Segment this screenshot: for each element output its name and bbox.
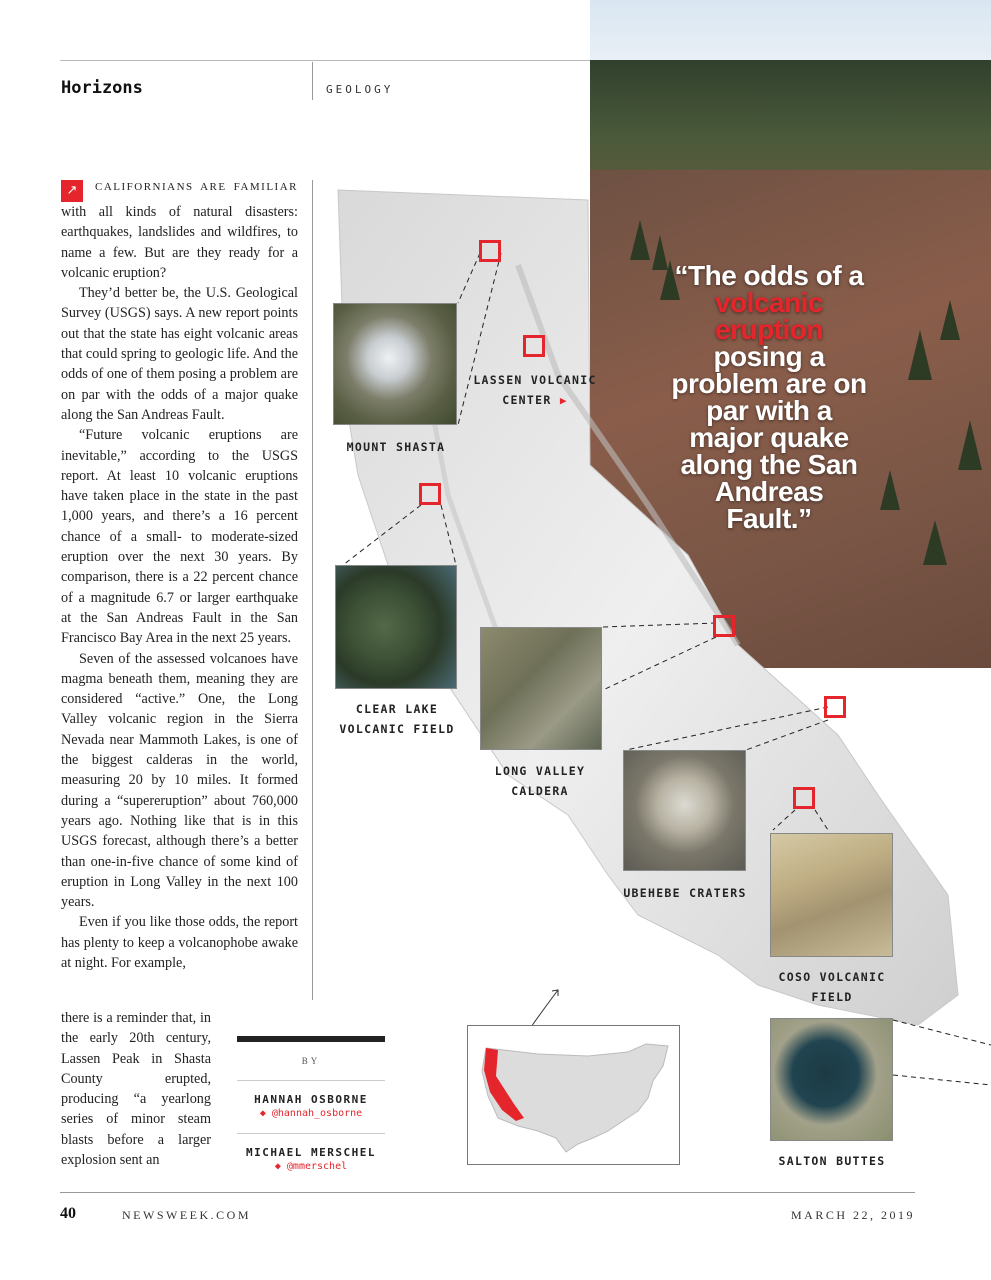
volcano-marker — [824, 696, 846, 718]
arrow-right-icon: ▶ — [559, 394, 568, 407]
byline-label: BY — [301, 1056, 321, 1066]
article-paragraph-4: Seven of the assessed volcanoes have magma beneath them, meaning they are considered “active.” One, the Long Valley volcanic region in the Sierra Nevada near Mammoth Lakes, is one of the biggest calderas in the world, measuring 20 by 10 miles. It formed during a “supereruption” about 760,000 years ago. Nothing like that is in this USGS forecast, although there’s a better than one-in-five chance of some kind of eruption in Long Valley in the next 100 years. — [61, 650, 298, 911]
author-name: HANNAH OSBORNE — [254, 1093, 368, 1106]
ubehebe-image — [623, 750, 746, 871]
label-long-valley-line2: CALDERA — [511, 784, 569, 798]
article-paragraph-5: Even if you like those odds, the report has plenty to keep a volcanophobe awake at night. For example, — [61, 914, 298, 971]
page-number: 40 — [60, 1205, 76, 1222]
article-paragraph-5-continued: there is a reminder that, in the early 20th century, Lassen Peak in Shasta County erupted, producing “a yearlong series of minor steam blasts before a larger explosion sent an — [61, 1010, 211, 1169]
label-clear-lake-line2: VOLCANIC FIELD — [339, 722, 455, 736]
label-lassen-line2-text: CENTER — [502, 393, 552, 407]
us-outline — [468, 1026, 679, 1164]
label-lassen-line2 — [468, 390, 602, 411]
twitter-icon: ◆ — [274, 1161, 287, 1172]
author-handle-text: @hannah_osborne — [271, 1108, 363, 1119]
label-coso-line1: COSO VOLCANIC — [778, 970, 886, 984]
article-paragraph-3: “Future volcanic eruptions are inevitable,” according to the USGS report. At least 10 volcanic eruptions have taken place in the state in the past 1,000 years, and there’s a 16 percent chance of a small- to moderate-sized eruption over the next 30 years. By comparison, there is a 22 percent chance of a magnitude 6.7 or larger earthquake at the San Andreas Fault in the San Francisco Bay Area in the next 25 years. — [61, 427, 298, 647]
label-ubehebe: UBEHEBE CRATERS — [623, 886, 747, 900]
label-clear-lake-line1: CLEAR LAKE — [355, 702, 439, 716]
footer-date: MARCH 22, 2019 — [790, 1208, 915, 1222]
author-name: MICHAEL MERSCHEL — [246, 1146, 376, 1159]
topic-label: GEOLOGY — [326, 83, 394, 96]
long-valley-image — [480, 627, 602, 750]
volcano-marker — [793, 787, 815, 809]
clear-lake-image — [335, 565, 457, 689]
label-lassen-line1: LASSEN VOLCANIC — [473, 373, 597, 387]
label-lassen — [468, 370, 602, 411]
footer-rule — [60, 1192, 915, 1193]
arrow-up-right-icon: ↗ — [61, 180, 83, 202]
label-long-valley — [478, 761, 602, 801]
pull-quote-highlight: volcanic eruption — [714, 287, 824, 345]
salton-image — [770, 1018, 893, 1141]
article-paragraph-2: They’d better be, the U.S. Geological Survey (USGS) says. A new report points out that the state has eight volcanic areas that could spring to geologic life. And the odds of one of them posing a problem are on par with the odds of a major quake along the San Andreas Fault. — [61, 285, 298, 423]
volcano-marker — [523, 335, 545, 357]
pointer-arrow — [528, 985, 564, 1029]
volcano-marker — [479, 240, 501, 262]
column-divider — [312, 180, 313, 1000]
label-mount-shasta: MOUNT SHASTA — [346, 440, 446, 454]
mount-shasta-image — [333, 303, 457, 425]
us-inset-map — [467, 1025, 680, 1165]
coso-image — [770, 833, 893, 957]
article-body — [61, 176, 298, 973]
header-divider — [312, 62, 313, 100]
label-long-valley-line1: LONG VALLEY — [494, 764, 586, 778]
pull-quote-text-2: posing a problem are on par with a major quake along the San Andreas Fault.” — [671, 341, 867, 534]
label-clear-lake — [330, 699, 464, 739]
article-paragraph-1 — [61, 176, 298, 283]
label-coso — [763, 967, 901, 1007]
section-title: Horizons — [61, 78, 143, 98]
twitter-icon: ◆ — [259, 1108, 272, 1119]
label-coso-line2: FIELD — [811, 990, 853, 1004]
label-salton: SALTON BUTTES — [778, 1154, 886, 1168]
footer-site[interactable]: NEWSWEEK.COM — [122, 1208, 251, 1222]
volcano-marker — [419, 483, 441, 505]
volcano-marker — [713, 615, 735, 637]
lead-smallcaps: CALIFORNIANS ARE FAMILIAR — [95, 181, 298, 193]
pull-quote-text-1: “The odds of a — [674, 260, 864, 291]
author-handle-text: @mmerschel — [286, 1161, 348, 1172]
article-paragraph-1-text: with all kinds of natural disasters: earthquakes, landslides and wildfires, to name a few. But are they ready for a volcanic eruption? — [61, 204, 298, 281]
